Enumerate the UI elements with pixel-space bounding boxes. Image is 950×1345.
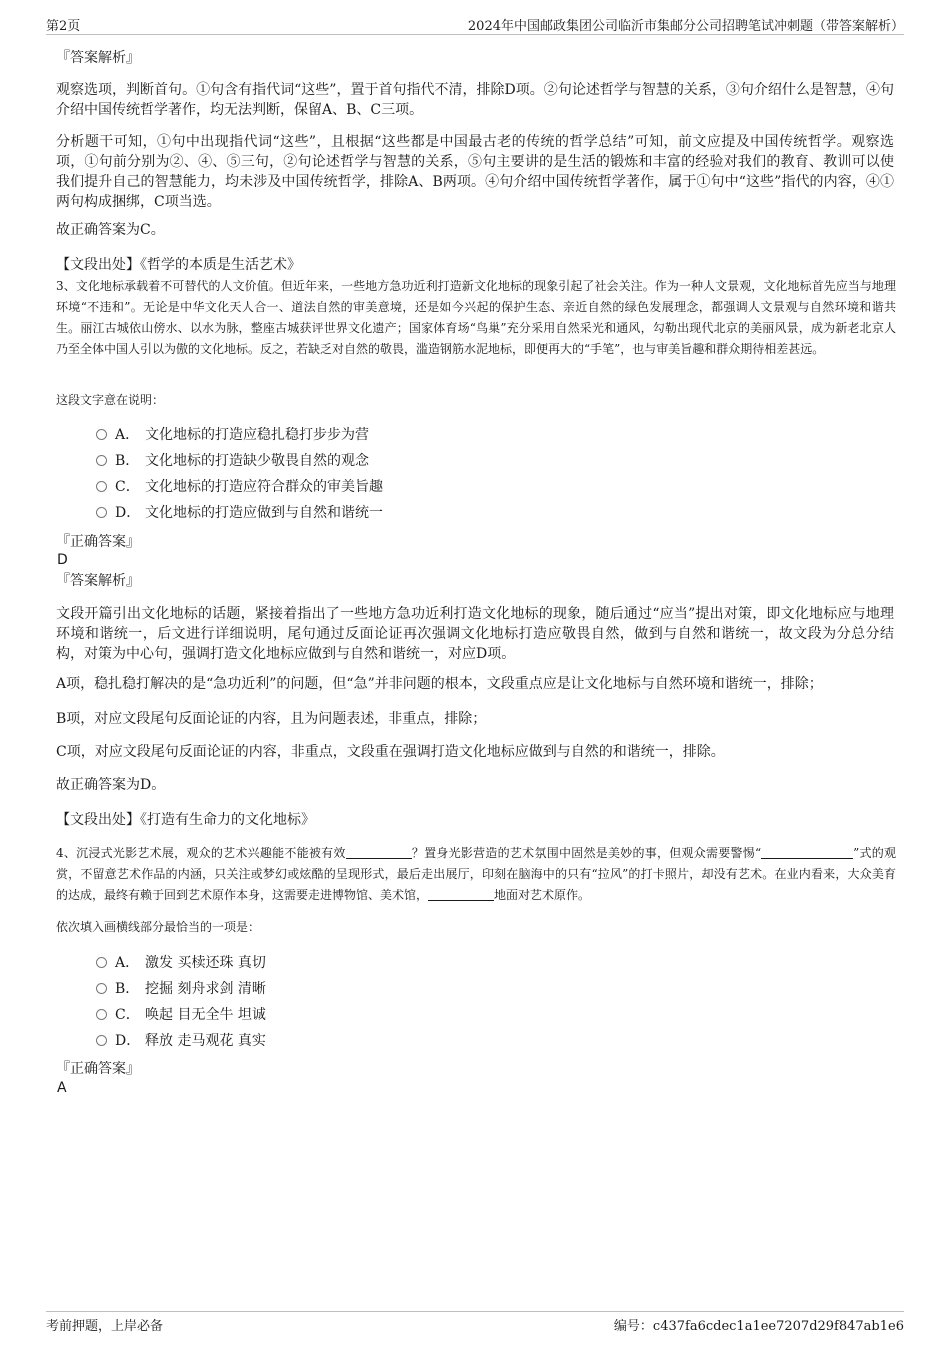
document-id: 编号：c437fa6cdec1a1ee7207d29f847ab1e6 bbox=[613, 1319, 904, 1334]
q4-stem-part: 4、沉浸式光影艺术展，观众的艺术兴趣能不能被有效 bbox=[56, 846, 346, 860]
radio-icon[interactable] bbox=[96, 957, 107, 968]
option-text: 释放 走马观花 真实 bbox=[145, 1033, 266, 1049]
q3-analysis-label: 『答案解析』 bbox=[56, 573, 140, 589]
q2-source: 【文段出处】《哲学的本质是生活艺术》 bbox=[56, 257, 301, 273]
option-text: 文化地标的打造应符合群众的审美旨趣 bbox=[145, 479, 383, 495]
q2-analysis-para-2: 分析题干可知，①句中出现指代词“这些”，且根据“这些都是中国最古老的传统的哲学总结”可知，前文应提及中国传统哲学。观察选项，①句前分别为②、④、⑤三句，②句论述哲学与智慧的关系，⑤句主要讲的是生活的锻炼和丰富的经验对我们的教育、教训可以使我们提升自己的智慧能力，均未涉及中国传统哲学，排除A、B两项。④句介绍中国传统哲学著作，属于①句中“这些”指代的内容，④①两句构成捆绑，C项当选。 bbox=[56, 134, 894, 210]
option-letter: A． bbox=[115, 427, 140, 443]
option-letter: C． bbox=[115, 479, 140, 495]
q3-analysis-para-1: 文段开篇引出文化地标的话题，紧接着指出了一些地方急功近利打造文化地标的现象，随后通过“应当”提出对策，即文化地标应与地理环境和谐统一，后文进行详细说明，尾句通过反面论证再次强调文化地标打造应敬畏自然，做到与自然和谐统一，故文段为分总分结构，对策为中心句，强调打造文化地标应做到与自然和谐统一，对应D项。 bbox=[56, 606, 894, 662]
q4-option-b[interactable] bbox=[96, 979, 266, 999]
q4-stem bbox=[56, 843, 896, 906]
q3-ask: 这段文字意在说明： bbox=[56, 393, 165, 407]
option-letter: C． bbox=[115, 1007, 140, 1023]
q3-answer: D bbox=[57, 552, 68, 568]
q4-option-d[interactable] bbox=[96, 1031, 266, 1051]
blank-2 bbox=[761, 845, 853, 859]
option-letter: B． bbox=[115, 453, 140, 469]
q3-option-b[interactable] bbox=[96, 451, 369, 471]
q3-analysis-para-3: B项，对应文段尾句反面论证的内容，且为问题表述，非重点，排除； bbox=[56, 711, 487, 727]
q4-option-a[interactable] bbox=[96, 953, 266, 973]
q2-analysis-conclusion: 故正确答案为C。 bbox=[56, 222, 165, 238]
radio-icon[interactable] bbox=[96, 1009, 107, 1020]
option-text: 文化地标的打造缺少敬畏自然的观念 bbox=[145, 453, 369, 469]
radio-icon[interactable] bbox=[96, 983, 107, 994]
q2-analysis-label: 『答案解析』 bbox=[56, 50, 140, 66]
q4-answer: A bbox=[57, 1080, 67, 1096]
option-text: 唤起 目无全牛 坦诚 bbox=[145, 1007, 266, 1023]
q3-option-c[interactable] bbox=[96, 477, 383, 497]
document-title: 2024年中国邮政集团公司临沂市集邮分公司招聘笔试冲刺题（带答案解析） bbox=[467, 19, 904, 34]
option-text: 文化地标的打造应稳扎稳打步步为营 bbox=[145, 427, 369, 443]
radio-icon[interactable] bbox=[96, 1035, 107, 1046]
q4-stem-part: 地面对艺术原作。 bbox=[494, 888, 591, 902]
radio-icon[interactable] bbox=[96, 429, 107, 440]
option-letter: A． bbox=[115, 955, 140, 971]
q4-stem-part: ？置身光影营造的艺术氛围中固然是美妙的事，但观众需要警惕“ bbox=[411, 846, 762, 860]
radio-icon[interactable] bbox=[96, 507, 107, 518]
q3-option-a[interactable] bbox=[96, 425, 369, 445]
radio-icon[interactable] bbox=[96, 455, 107, 466]
q3-analysis-para-2: A项，稳扎稳打解决的是“急功近利”的问题，但“急”并非问题的根本，文段重点应是让文化地标与自然环境和谐统一，排除； bbox=[56, 676, 823, 692]
blank-1 bbox=[346, 845, 412, 859]
page-number: 第2页 bbox=[46, 19, 81, 34]
footer-slogan: 考前押题，上岸必备 bbox=[46, 1319, 164, 1334]
option-letter: D． bbox=[115, 505, 141, 521]
option-letter: D． bbox=[115, 1033, 141, 1049]
q4-correct-label: 『正确答案』 bbox=[56, 1061, 140, 1077]
radio-icon[interactable] bbox=[96, 481, 107, 492]
q3-option-d[interactable] bbox=[96, 503, 383, 523]
q4-ask: 依次填入画横线部分最恰当的一项是： bbox=[56, 920, 261, 934]
option-text: 激发 买椟还珠 真切 bbox=[145, 955, 266, 971]
q2-analysis-para-1: 观察选项，判断首句。①句含有指代词“这些”，置于首句指代不清，排除D项。②句论述哲学与智慧的关系，③句介绍什么是智慧，④句介绍中国传统哲学著作，均无法判断，保留A、B、C三项。 bbox=[56, 82, 894, 118]
q3-stem: 3、文化地标承载着不可替代的人文价值。但近年来，一些地方急功近利打造新文化地标的现象引起了社会关注。作为一种人文景观，文化地标首先应当与地理环境“不违和”。无论是中华文化天人合一、道法自然的审美意境，还是如今兴起的保护生态、亲近自然的绿色发展理念，都强调人文景观与自然环境和谐共生。丽江古城依山傍水、以水为脉，整座古城获评世界文化遗产；国家体育场“鸟巢”充分采用自然采光和通风，勾勒出现代北京的美丽风景，成为新老北京人乃至全体中国人引以为傲的文化地标。反之，若缺乏对自然的敬畏，滥造钢筋水泥地标，即便再大的“手笔”，也与审美旨趣和群众期待相差甚远。 bbox=[56, 279, 896, 356]
option-text: 文化地标的打造应做到与自然和谐统一 bbox=[145, 505, 383, 521]
q3-correct-label: 『正确答案』 bbox=[56, 534, 140, 550]
q4-stem-part: ”式的观赏，不留意艺术作品的内涵，只关注或梦幻或炫酷的呈现形式，最后走出展厅，印刻在脑海中的只有“拉风”的打卡照片，却没有艺术。在业内看来，大众美育的达成，最终有赖于回到艺术原作本身，这需要走进博物馆、美术馆， bbox=[56, 846, 896, 902]
q3-analysis-para-4: C项，对应文段尾句反面论证的内容，非重点，文段重在强调打造文化地标应做到与自然的和谐统一，排除。 bbox=[56, 744, 725, 760]
page-header bbox=[46, 14, 904, 35]
q3-source: 【文段出处】《打造有生命力的文化地标》 bbox=[56, 812, 315, 828]
blank-3 bbox=[428, 887, 494, 901]
q4-option-c[interactable] bbox=[96, 1005, 266, 1025]
option-letter: B． bbox=[115, 981, 140, 997]
page-footer bbox=[46, 1311, 904, 1334]
option-text: 挖掘 刻舟求剑 清晰 bbox=[145, 981, 266, 997]
q3-analysis-conclusion: 故正确答案为D。 bbox=[56, 777, 166, 793]
